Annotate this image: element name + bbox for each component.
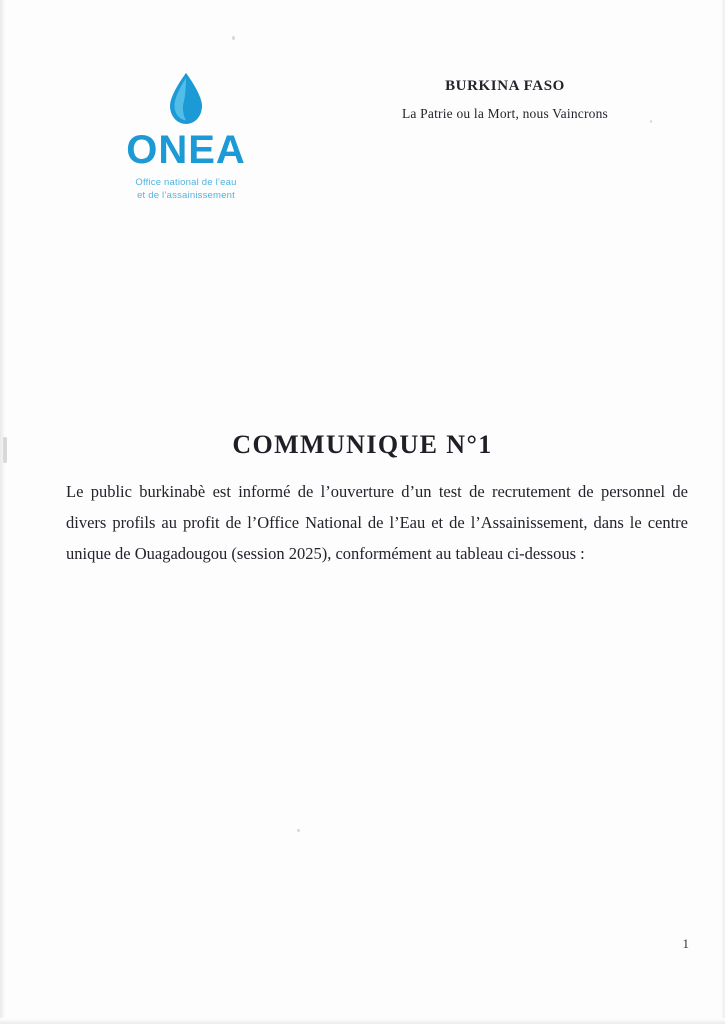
onea-subtitle-line1: Office national de l’eau — [135, 177, 237, 188]
water-drop-icon — [165, 72, 207, 126]
onea-subtitle-line2: et de l’assainissement — [137, 189, 235, 201]
country-header — [355, 78, 655, 122]
scan-speck — [232, 36, 235, 40]
country-name: BURKINA FASO — [445, 78, 565, 94]
page-number: 1 — [682, 936, 689, 951]
scan-speck — [297, 829, 300, 832]
body-paragraph: Le public burkinabè est informé de l’ouverture d’un test de recrutement de personnel de divers profils au profit de l’Office National de l’Eau et de l’Assainissement, dans le centre unique de Ouagadougou (session 2025), conformément au tableau ci-dessous : — [66, 482, 688, 563]
onea-wordmark: ONEA — [126, 128, 246, 172]
page-title: COMMUNIQUE N°1 — [232, 430, 493, 459]
scan-edge-right — [720, 0, 725, 1024]
country-motto: La Patrie ou la Mort, nous Vaincrons — [401, 106, 609, 121]
onea-subtitle — [96, 177, 276, 203]
onea-logo — [96, 72, 276, 203]
scan-edge-left — [0, 0, 6, 1024]
scan-edge-bottom — [0, 1018, 725, 1024]
